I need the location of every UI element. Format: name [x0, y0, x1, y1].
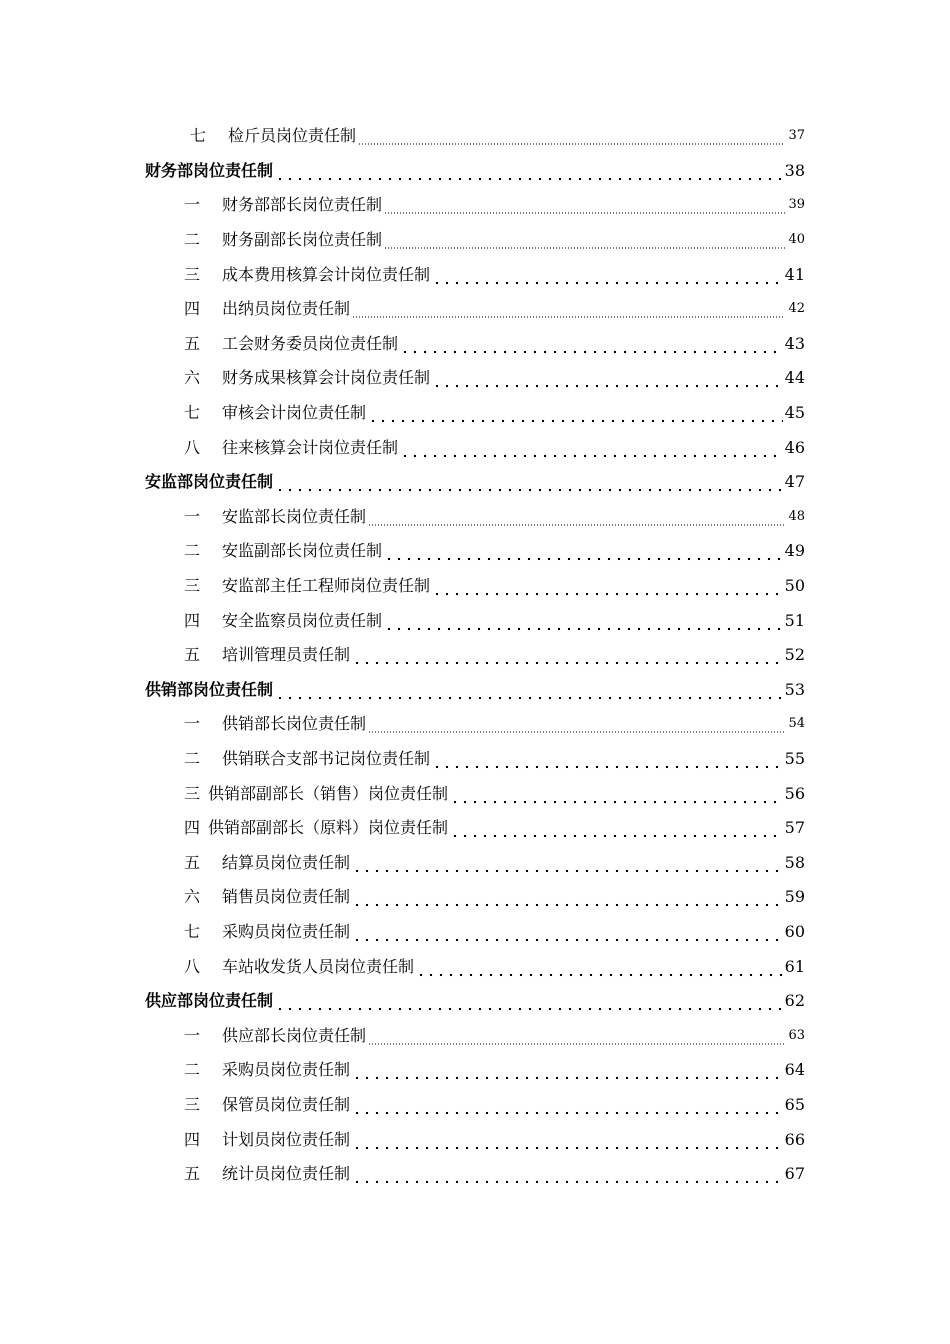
toc-dot-leader	[352, 643, 783, 667]
toc-subsection-entry[interactable]	[0, 1053, 950, 1088]
toc-page-number: 61	[784, 956, 805, 976]
toc-dot-leader	[368, 505, 785, 529]
toc-dot-leader	[352, 1162, 783, 1186]
toc-page-number: 43	[784, 333, 805, 353]
toc-page-number: 49	[784, 541, 805, 561]
toc-entry-title: 供应部岗位责任制	[145, 991, 274, 1011]
toc-page-number: 63	[788, 1027, 805, 1043]
toc-dot-leader	[384, 539, 783, 563]
toc-dot-leader	[450, 816, 783, 840]
toc-entry-title: 安全监察员岗位责任制	[222, 610, 383, 630]
toc-dot-leader	[432, 366, 783, 390]
toc-page-number: 55	[784, 748, 805, 768]
toc-entry-number: 七	[184, 403, 201, 423]
toc-subsection-entry[interactable]	[0, 880, 950, 915]
toc-page-number: 51	[784, 610, 805, 630]
toc-page-number: 53	[784, 679, 805, 699]
toc-dot-leader	[384, 609, 783, 633]
toc-subsection-entry[interactable]	[0, 119, 950, 154]
toc-page-number: 48	[788, 508, 805, 524]
toc-subsection-entry[interactable]	[0, 638, 950, 673]
toc-dot-leader	[384, 228, 785, 252]
toc-page-number: 38	[784, 160, 805, 180]
toc-entry-number: 五	[184, 645, 201, 665]
toc-page-number: 66	[784, 1129, 805, 1149]
toc-entry-title: 财务副部长岗位责任制	[222, 230, 383, 250]
toc-dot-leader	[358, 124, 785, 148]
toc-entry-number: 八	[184, 437, 201, 457]
toc-subsection-entry[interactable]	[0, 707, 950, 742]
toc-subsection-entry[interactable]	[0, 534, 950, 569]
toc-dot-leader	[352, 920, 783, 944]
toc-page-number: 58	[784, 852, 805, 872]
toc-page-number: 50	[784, 576, 805, 596]
toc-entry-number: 六	[184, 887, 201, 907]
toc-entry-number: 六	[184, 368, 201, 388]
toc-entry-title: 供销部长岗位责任制	[222, 714, 367, 734]
toc-section-entry[interactable]	[0, 465, 950, 500]
toc-page-number: 57	[784, 818, 805, 838]
toc-dot-leader	[275, 989, 783, 1013]
toc-page-number: 52	[784, 645, 805, 665]
toc-section-entry[interactable]	[0, 154, 950, 189]
toc-page-number: 41	[784, 264, 805, 284]
toc-subsection-entry[interactable]	[0, 500, 950, 535]
toc-entry-title: 安监部长岗位责任制	[222, 506, 367, 526]
toc-page-number: 42	[788, 301, 805, 317]
toc-entry-title: 结算员岗位责任制	[222, 852, 351, 872]
toc-page-number: 40	[788, 232, 805, 248]
toc-subsection-entry[interactable]	[0, 223, 950, 258]
toc-dot-leader	[275, 678, 783, 702]
toc-entry-number: 一	[184, 714, 201, 734]
toc-subsection-entry[interactable]	[0, 361, 950, 396]
table-of-contents	[0, 119, 950, 1191]
toc-page-number: 44	[784, 368, 805, 388]
toc-entry-number: 七	[184, 921, 201, 941]
toc-subsection-entry[interactable]	[0, 845, 950, 880]
toc-dot-leader	[450, 782, 783, 806]
toc-dot-leader	[400, 332, 783, 356]
toc-entry-title: 财务部岗位责任制	[145, 160, 274, 180]
toc-dot-leader	[384, 193, 785, 217]
toc-entry-number: 二	[184, 748, 201, 768]
toc-entry-title: 审核会计岗位责任制	[222, 403, 367, 423]
toc-entry-number: 七	[190, 126, 207, 146]
toc-entry-number: 五	[184, 1164, 201, 1184]
toc-subsection-entry[interactable]	[0, 430, 950, 465]
toc-subsection-entry[interactable]	[0, 396, 950, 431]
toc-entry-number: 二	[184, 230, 201, 250]
toc-entry-title: 供销联合支部书记岗位责任制	[222, 748, 431, 768]
toc-page-number: 62	[784, 991, 805, 1011]
toc-entry-title: 统计员岗位责任制	[222, 1164, 351, 1184]
toc-dot-leader	[400, 436, 783, 460]
toc-dot-leader	[432, 747, 783, 771]
toc-entry-title: 安监部主任工程师岗位责任制	[222, 576, 431, 596]
toc-page-number: 64	[784, 1060, 805, 1080]
toc-entry-number: 四	[184, 1129, 201, 1149]
toc-entry-title: 销售员岗位责任制	[222, 887, 351, 907]
toc-subsection-entry[interactable]	[0, 327, 950, 362]
toc-dot-leader	[352, 851, 783, 875]
toc-entry-title: 财务部部长岗位责任制	[222, 195, 383, 215]
toc-subsection-entry[interactable]	[0, 1018, 950, 1053]
toc-entry-number: 二	[184, 541, 201, 561]
toc-dot-leader	[368, 1024, 785, 1048]
toc-subsection-entry[interactable]	[0, 811, 950, 846]
toc-entry-number: 一	[184, 195, 201, 215]
toc-entry-number: 四	[184, 299, 201, 319]
toc-entry-number: 五	[184, 852, 201, 872]
toc-section-entry[interactable]	[0, 984, 950, 1019]
toc-subsection-entry[interactable]	[0, 949, 950, 984]
toc-page-number: 47	[784, 472, 805, 492]
toc-entry-title: 培训管理员责任制	[222, 645, 351, 665]
toc-entry-number: 一	[184, 1025, 201, 1045]
toc-dot-leader	[275, 470, 783, 494]
toc-subsection-entry[interactable]	[0, 603, 950, 638]
toc-entry-title: 成本费用核算会计岗位责任制	[222, 264, 431, 284]
toc-subsection-entry[interactable]	[0, 292, 950, 327]
toc-dot-leader	[432, 263, 783, 287]
toc-entry-title: 检斤员岗位责任制	[228, 126, 357, 146]
toc-entry-title: 供销部副部长（销售）岗位责任制	[208, 783, 449, 803]
toc-page-number: 54	[788, 716, 805, 732]
toc-entry-title: 供应部长岗位责任制	[222, 1025, 367, 1045]
toc-subsection-entry[interactable]	[0, 776, 950, 811]
toc-subsection-entry[interactable]	[0, 1088, 950, 1123]
toc-subsection-entry[interactable]	[0, 742, 950, 777]
toc-page-number: 59	[784, 887, 805, 907]
toc-entry-title: 往来核算会计岗位责任制	[222, 437, 399, 457]
toc-page-number: 60	[784, 921, 805, 941]
toc-entry-number: 四	[184, 818, 201, 838]
toc-entry-number: 四	[184, 610, 201, 630]
toc-dot-leader	[352, 1058, 783, 1082]
toc-dot-leader	[352, 1128, 783, 1152]
toc-entry-title: 财务成果核算会计岗位责任制	[222, 368, 431, 388]
toc-entry-title: 工会财务委员岗位责任制	[222, 333, 399, 353]
toc-subsection-entry[interactable]	[0, 1157, 950, 1192]
toc-entry-title: 安监部岗位责任制	[145, 472, 274, 492]
toc-dot-leader	[368, 401, 783, 425]
toc-entry-title: 安监副部长岗位责任制	[222, 541, 383, 561]
toc-entry-title: 供销部副部长（原料）岗位责任制	[208, 818, 449, 838]
toc-section-entry[interactable]	[0, 673, 950, 708]
toc-entry-title: 出纳员岗位责任制	[222, 299, 351, 319]
toc-entry-number: 三	[184, 576, 201, 596]
toc-entry-title: 保管员岗位责任制	[222, 1094, 351, 1114]
toc-dot-leader	[352, 1093, 783, 1117]
toc-page-number: 45	[784, 403, 805, 423]
toc-dot-leader	[352, 297, 785, 321]
toc-entry-title: 采购员岗位责任制	[222, 921, 351, 941]
toc-entry-number: 二	[184, 1060, 201, 1080]
toc-entry-number: 五	[184, 333, 201, 353]
toc-dot-leader	[352, 885, 783, 909]
toc-subsection-entry[interactable]	[0, 1122, 950, 1157]
toc-dot-leader	[275, 159, 783, 183]
toc-page-number: 39	[788, 197, 805, 213]
toc-entry-title: 采购员岗位责任制	[222, 1060, 351, 1080]
toc-page-number: 65	[784, 1094, 805, 1114]
toc-subsection-entry[interactable]	[0, 188, 950, 223]
toc-page-number: 67	[784, 1164, 805, 1184]
toc-entry-number: 三	[184, 783, 201, 803]
toc-entry-number: 八	[184, 956, 201, 976]
toc-page-number: 56	[784, 783, 805, 803]
toc-entry-title: 供销部岗位责任制	[145, 679, 274, 699]
toc-entry-number: 一	[184, 506, 201, 526]
toc-page-number: 37	[788, 128, 805, 144]
toc-subsection-entry[interactable]	[0, 257, 950, 292]
toc-page-number: 46	[784, 437, 805, 457]
toc-dot-leader	[432, 574, 783, 598]
toc-dot-leader	[368, 712, 785, 736]
toc-entry-title: 计划员岗位责任制	[222, 1129, 351, 1149]
toc-entry-title: 车站收发货人员岗位责任制	[222, 956, 415, 976]
toc-dot-leader	[416, 955, 783, 979]
toc-subsection-entry[interactable]	[0, 569, 950, 604]
toc-subsection-entry[interactable]	[0, 915, 950, 950]
toc-entry-number: 三	[184, 264, 201, 284]
toc-entry-number: 三	[184, 1094, 201, 1114]
